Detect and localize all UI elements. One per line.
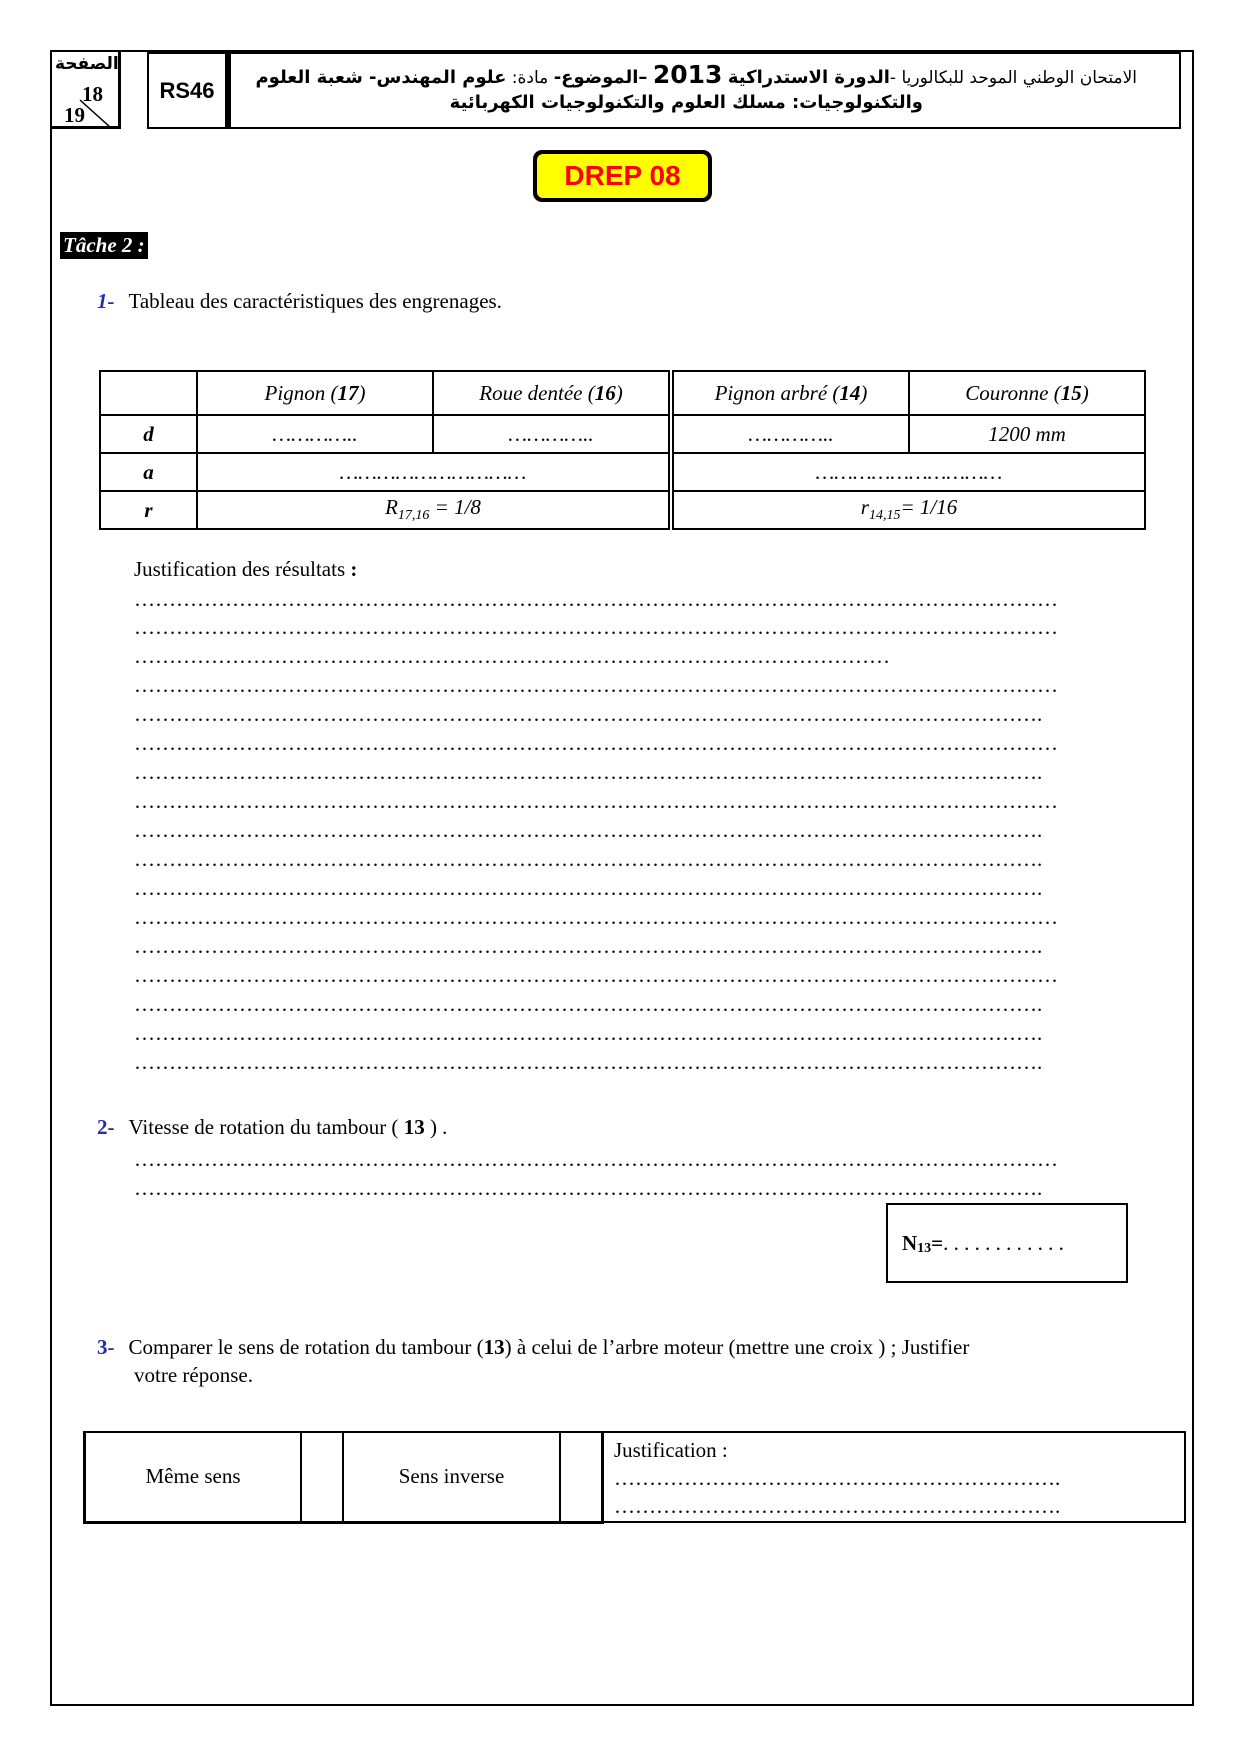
question-number: 3-	[97, 1335, 115, 1359]
answer-line[interactable]: ………………………………………………………………………………………………………………….	[134, 1021, 1043, 1045]
a-cell-left[interactable]: …………………………	[197, 453, 671, 491]
r-cell-right: $r_{14,15}= 1/16$	[671, 491, 1145, 529]
header-pignon-arbre-14: Pignon arbré (14)	[671, 371, 909, 415]
answer-line[interactable]: ……………………………………………………………………………………………………………………	[134, 587, 1058, 611]
d-cell-15: 1200 mm	[909, 415, 1145, 453]
n13-result-box[interactable]: N $_{13}$ = . . . . . . . . . . . .	[886, 1203, 1128, 1283]
justification-label: Justification :	[614, 1438, 728, 1462]
exam-title-line1: الامتحان الوطني الموحد للبكالوريا -الدورة الاستدراكية 2013 –الموضوع- مادة: علوم المهندس- شعبة العلوم	[255, 60, 1137, 89]
answer-line[interactable]: ……………………………………………………………………………………………………………………	[134, 673, 1058, 697]
question-number: 1-	[97, 289, 115, 313]
answer-line[interactable]: ………………………………………………………………………………………………………………….	[134, 818, 1043, 842]
row-label-a: a	[100, 453, 197, 491]
same-direction-label: Même sens	[85, 1432, 302, 1522]
task-label: Tâche 2 :	[60, 232, 148, 259]
header-couronne-15: Couronne (15)	[909, 371, 1145, 415]
page-current: 18	[82, 82, 103, 106]
answer-line[interactable]: ……………………………………………………………………………………………………………………	[134, 905, 1058, 929]
page-label: الصفحة	[55, 54, 119, 74]
answer-line[interactable]: ………………………………………………………………………………………………………………….	[134, 760, 1043, 784]
question-2	[97, 1115, 447, 1140]
answer-line[interactable]: ……………………………………………………………………………………………………………………	[134, 615, 1058, 639]
drep-badge: DREP 08	[533, 150, 712, 202]
answer-line[interactable]: ……………………………………………………….	[614, 1466, 1061, 1490]
answer-line[interactable]: ………………………………………………………………………………………………………………….	[134, 1050, 1043, 1074]
question-text: Comparer le sens de rotation du tambour (13) à celui de l’arbre moteur (mettre une croix ) ; Justifier	[128, 1335, 970, 1359]
d-cell-16[interactable]: …………..	[433, 415, 671, 453]
same-direction-checkbox[interactable]	[301, 1432, 343, 1522]
subject-code: RS46	[147, 52, 227, 129]
answer-line[interactable]: ……………………………………………………………………………………………………………………	[134, 789, 1058, 813]
answer-line[interactable]: ………………………………………………………………………………………………………………….	[134, 702, 1043, 726]
gears-table	[99, 370, 1146, 530]
a-cell-right[interactable]: …………………………	[671, 453, 1145, 491]
answer-line[interactable]: ……………………………………………………………………………………………………………………	[134, 963, 1058, 987]
exam-title-box	[227, 52, 1181, 129]
row-label-d: d	[100, 415, 197, 453]
answer-line[interactable]: ……………………………………………………….	[614, 1494, 1061, 1518]
answer-line[interactable]: ………………………………………………………………………………………………………………….	[134, 847, 1043, 871]
question-1	[97, 289, 502, 314]
inverse-direction-checkbox[interactable]	[560, 1432, 603, 1522]
page-total: 19	[64, 103, 85, 127]
question-text: Vitesse de rotation du tambour ( 13 ) .	[128, 1115, 448, 1139]
header-roue-16: Roue dentée (16)	[433, 371, 671, 415]
question-3	[97, 1335, 1157, 1388]
answer-line[interactable]: ………………………………………………………………………………………………………………….	[134, 876, 1043, 900]
rotation-direction-table	[83, 1431, 1186, 1524]
answer-line[interactable]: ………………………………………………………………………………………………	[134, 644, 890, 668]
question-text-line2: votre réponse.	[134, 1363, 253, 1387]
answer-line[interactable]: ……………………………………………………………………………………………………………………	[134, 731, 1058, 755]
answer-line[interactable]: ………………………………………………………………………………………………………………….	[134, 1176, 1043, 1200]
question-text: Tableau des caractéristiques des engrenages.	[128, 289, 502, 313]
r-cell-left: $R_{17,16} = 1/8$	[197, 491, 671, 529]
d-cell-14[interactable]: …………..	[671, 415, 909, 453]
answer-line[interactable]: ………………………………………………………………………………………………………………….	[134, 992, 1043, 1016]
answer-line[interactable]: ………………………………………………………………………………………………………………….	[134, 934, 1043, 958]
row-label-r: r	[100, 491, 197, 529]
table-corner	[100, 371, 197, 415]
d-cell-17[interactable]: …………..	[197, 415, 433, 453]
justification-cell[interactable]	[603, 1432, 1186, 1522]
inverse-direction-label: Sens inverse	[343, 1432, 560, 1522]
answer-line[interactable]: ……………………………………………………………………………………………………………………	[134, 1147, 1058, 1171]
header-pignon-17: Pignon (17)	[197, 371, 433, 415]
question-number: 2-	[97, 1115, 115, 1139]
justification-label: Justification des résultats :	[134, 557, 358, 581]
exam-title-line2: والتكنولوجيات: مسلك العلوم والتكنولوجيات الكهربائية	[449, 92, 923, 113]
